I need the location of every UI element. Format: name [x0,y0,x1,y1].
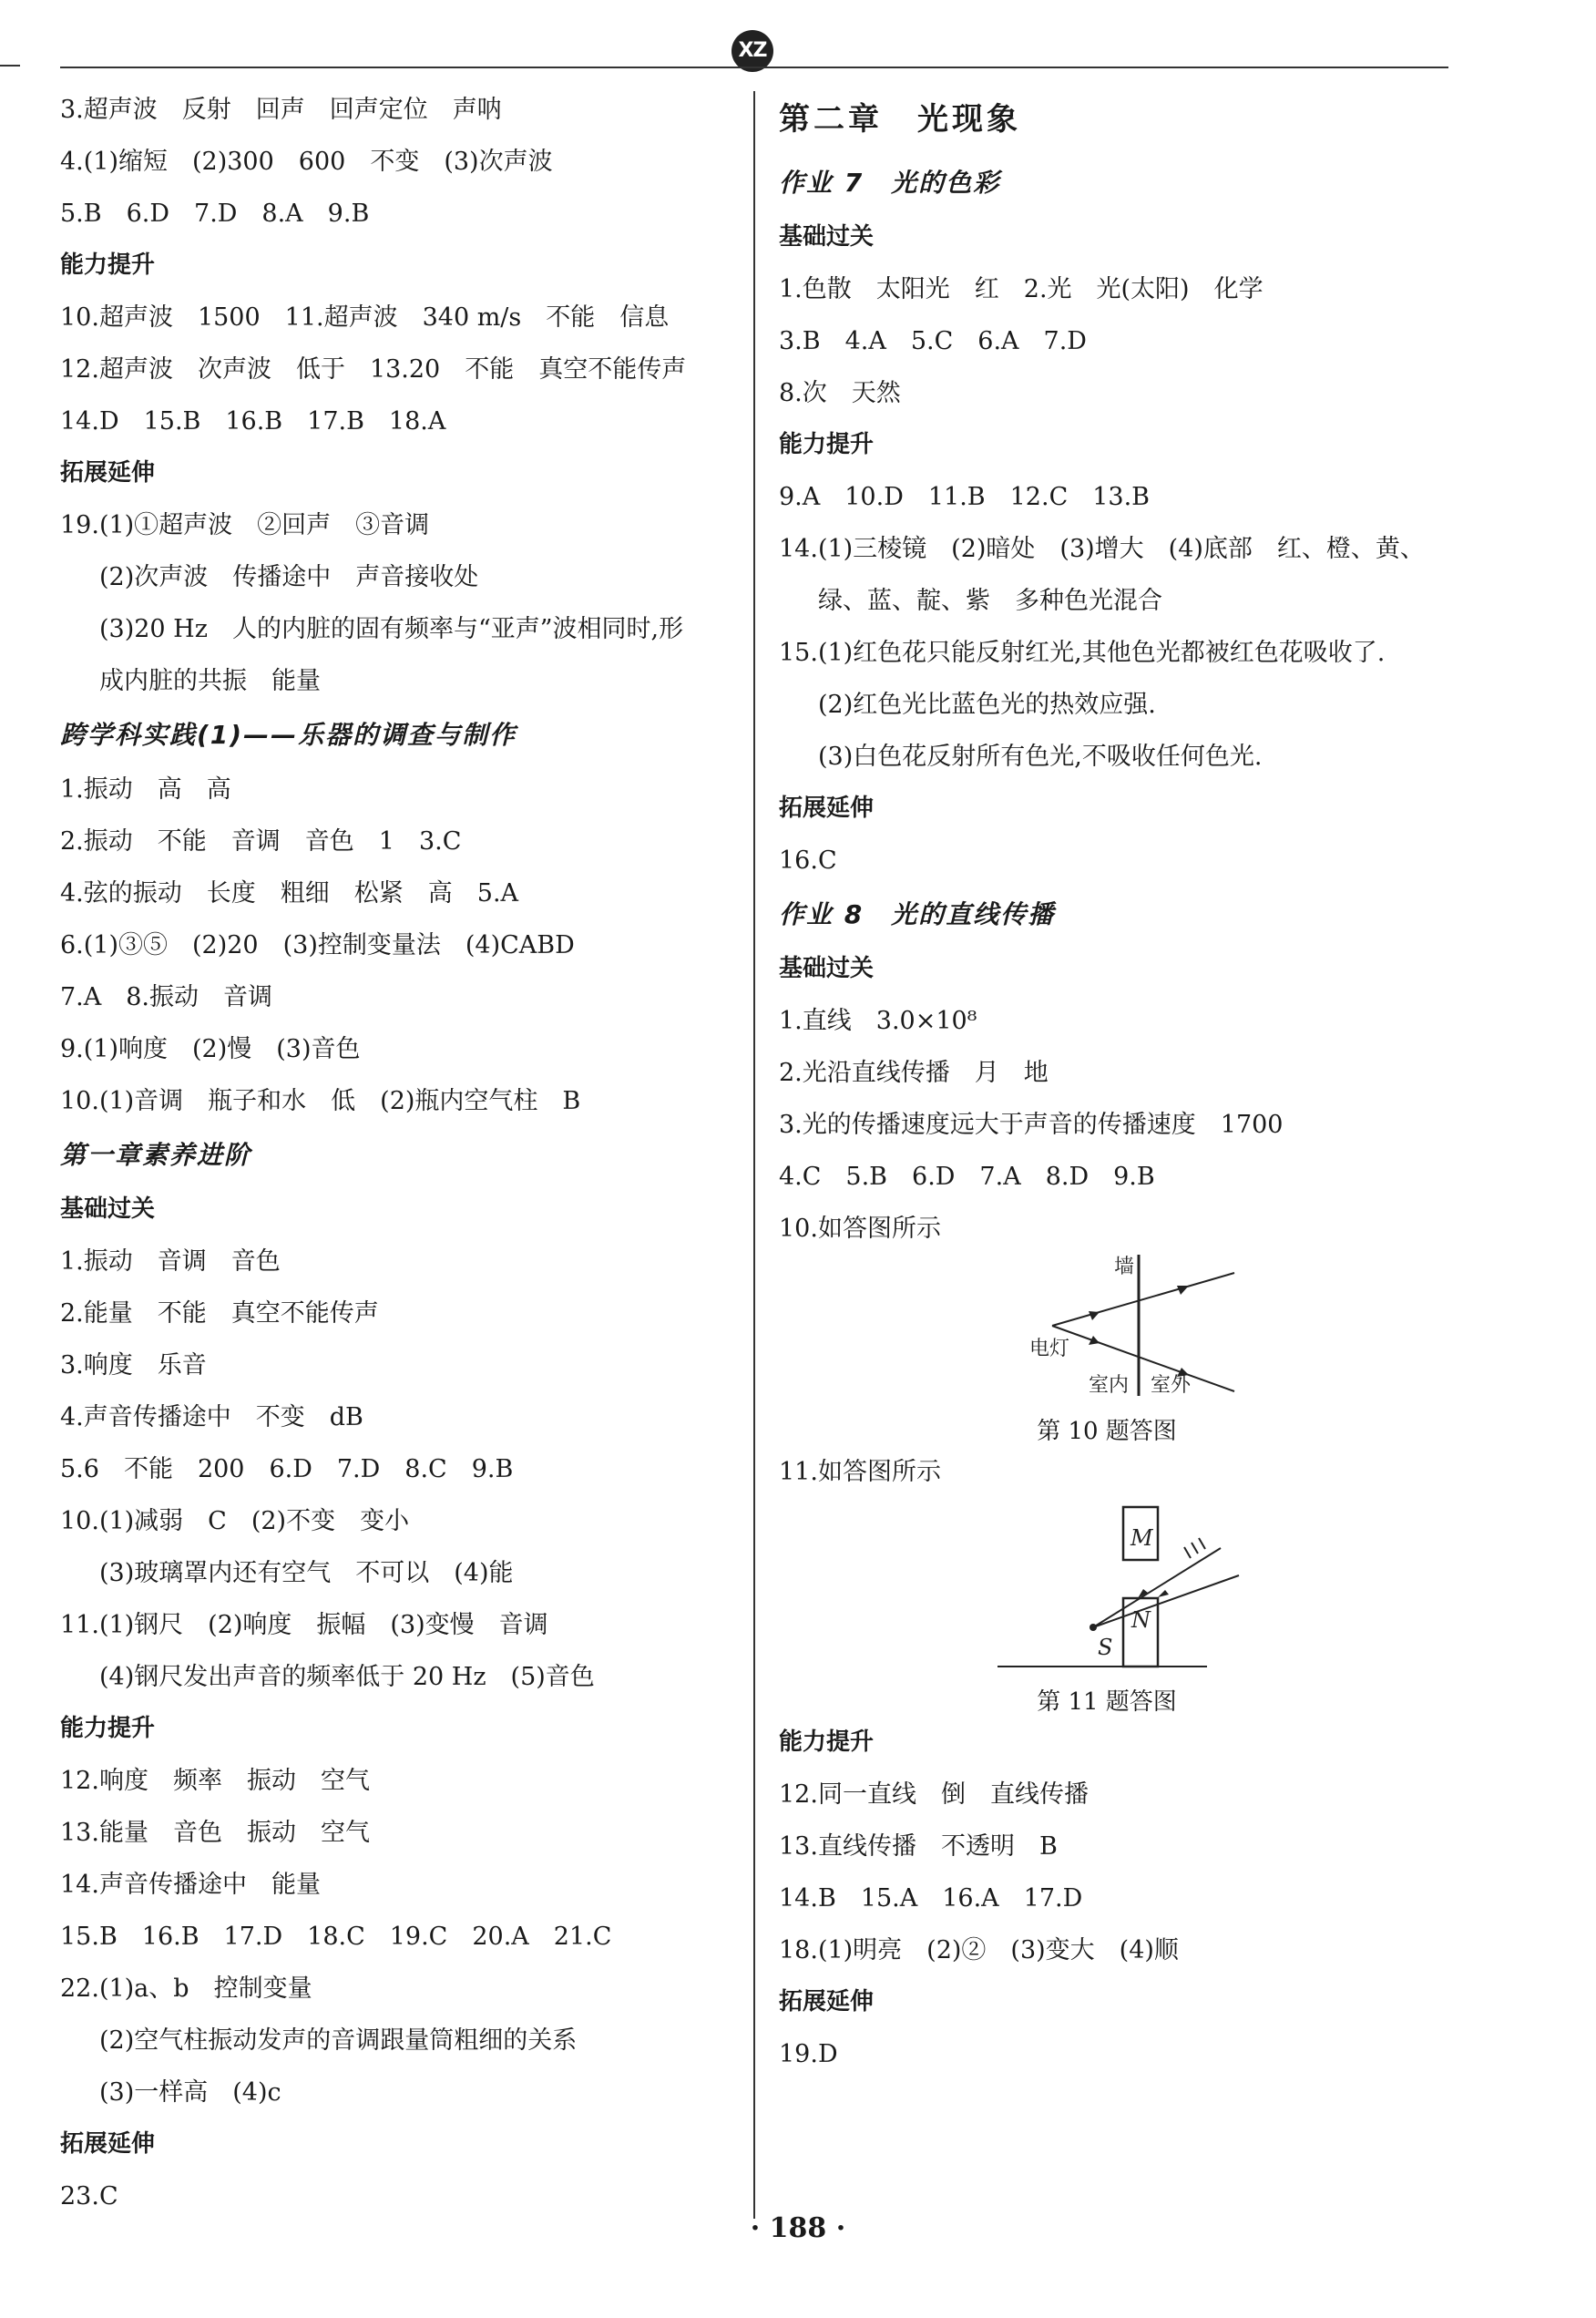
answer-line: 4.(1)缩短 (2)300 600 不变 (3)次声波 [60,148,553,176]
answer-line: 1.振动 高 高 [60,775,231,804]
n-label: N [1131,1607,1151,1633]
page-edge-mark [0,65,20,67]
answer-line: 5.6 不能 200 6.D 7.D 8.C 9.B [60,1455,514,1483]
answer-line: 23.C [60,2182,118,2210]
answer-line: 22.(1)a、b 控制变量 [60,1974,312,2003]
outdoor-label: 室外 [1151,1374,1192,1397]
assignment-heading: 跨学科实践(1)——乐器的调查与制作 [60,720,517,750]
answer-line: 3.光的传播速度远大于声音的传播速度 1700 [779,1111,1284,1139]
answer-line: 3.超声波 反射 回声 回声定位 声呐 [60,96,502,124]
answer-line: 7.A 8.振动 音调 [60,983,273,1011]
answer-line: (3)一样高 (4)c [99,2078,281,2107]
answer-line: 14.B 15.A 16.A 17.D [779,1884,1083,1913]
figure-11-diagram [779,1498,1435,1680]
answer-line: 9.(1)响度 (2)慢 (3)音色 [60,1035,361,1063]
section-heading: 基础过关 [779,955,875,982]
lamp-label: 电灯 [1029,1338,1070,1360]
section-heading: 能力提升 [779,1728,875,1756]
answer-line: (3)白色花反射所有色光,不吸收任何色光. [818,743,1263,771]
answer-line: 4.声音传播途中 不变 dB [60,1403,363,1431]
answer-line: 成内脏的共振 能量 [99,667,321,695]
section-heading: 基础过关 [779,223,875,251]
publisher-logo: XZ [732,30,773,72]
figure-10-diagram [779,1255,1435,1410]
answer-line: 10.如答图所示 [779,1215,941,1243]
answer-line: 10.(1)音调 瓶子和水 低 (2)瓶内空气柱 B [60,1087,581,1115]
answer-line: (2)次声波 传播途中 声音接收处 [99,563,479,591]
answer-line: (3)20 Hz 人的内脏的固有频率与“亚声”波相同时,形 [99,615,684,643]
section-heading: 基础过关 [60,1195,156,1223]
answer-line: 3.响度 乐音 [60,1351,207,1380]
answer-line: 1.直线 3.0×10⁸ [779,1007,977,1035]
answer-line: 13.能量 音色 振动 空气 [60,1819,370,1847]
answer-line: 11.(1)钢尺 (2)响度 振幅 (3)变慢 音调 [60,1611,548,1639]
indoor-label: 室内 [1089,1374,1130,1397]
figure-10-caption: 第 10 题答图 [1037,1418,1177,1445]
figure-11 [779,1498,1435,1717]
answer-line: 绿、蓝、靛、紫 多种色光混合 [818,587,1162,615]
answer-line: 8.次 天然 [779,379,901,407]
answer-line: 14.(1)三棱镜 (2)暗处 (3)增大 (4)底部 红、橙、黄、 [779,535,1425,563]
answer-line: 15.(1)红色花只能反射红光,其他色光都被红色花吸收了. [779,639,1386,667]
answer-line: (4)钢尺发出声音的频率低于 20 Hz (5)音色 [99,1663,595,1691]
answer-line: 2.光沿直线传播 月 地 [779,1059,1049,1087]
section-heading: 拓展延伸 [60,459,156,487]
header-rule [60,67,1448,68]
answer-line: 3.B 4.A 5.C 6.A 7.D [779,327,1087,355]
answer-line: 1.振动 音调 音色 [60,1247,281,1276]
section-heading: 拓展延伸 [779,1988,875,2015]
answer-line: 16.C [779,846,837,875]
answer-line: 9.A 10.D 11.B 12.C 13.B [779,483,1151,511]
answer-line: (2)红色光比蓝色光的热效应强. [818,691,1156,719]
wall-label: 墙 [1114,1256,1135,1278]
answer-line: 13.直线传播 不透明 B [779,1832,1058,1861]
answer-line: 12.超声波 次声波 低于 13.20 不能 真空不能传声 [60,355,687,384]
section-heading: 拓展延伸 [779,795,875,822]
answer-line: 19.(1)①超声波 ②回声 ③音调 [60,511,430,539]
answer-line: 14.D 15.B 16.B 17.B 18.A [60,407,446,436]
answer-line: 4.C 5.B 6.D 7.A 8.D 9.B [779,1163,1155,1191]
answer-line: 1.色散 太阳光 红 2.光 光(太阳) 化学 [779,275,1264,303]
answer-line: 11.如答图所示 [779,1458,941,1486]
answer-line: 6.(1)③⑤ (2)20 (3)控制变量法 (4)CABD [60,931,575,959]
answer-line: 10.(1)减弱 C (2)不变 变小 [60,1507,410,1535]
answer-line: 14.声音传播途中 能量 [60,1871,321,1899]
section-heading: 能力提升 [779,431,875,458]
answer-line: 12.同一直线 倒 直线传播 [779,1780,1089,1809]
answer-line: (3)玻璃罩内还有空气 不可以 (4)能 [99,1559,514,1587]
answer-line: 19.D [779,2040,838,2068]
s-label: S [1098,1635,1113,1660]
answer-line: 2.振动 不能 音调 音色 1 3.C [60,827,462,856]
answer-line: 4.弦的振动 长度 粗细 松紧 高 5.A [60,879,519,908]
assignment-heading: 作业 7 光的色彩 [779,168,1001,198]
chapter-title: 第二章 光现象 [779,101,1021,138]
section-heading: 能力提升 [60,251,156,279]
page-number: · 188 · [750,2212,846,2244]
assignment-heading: 第一章素养进阶 [60,1140,252,1170]
answer-line: (2)空气柱振动发声的音调跟量筒粗细的关系 [99,2026,578,2055]
right-column [779,84,1435,2080]
left-column [60,84,734,2222]
figure-11-caption: 第 11 题答图 [1037,1688,1177,1716]
answer-line: 18.(1)明亮 (2)② (3)变大 (4)顺 [779,1936,1179,1964]
assignment-heading: 作业 8 光的直线传播 [779,899,1056,929]
answer-line: 15.B 16.B 17.D 18.C 19.C 20.A 21.C [60,1923,612,1951]
answer-line: 10.超声波 1500 11.超声波 340 m/s 不能 信息 [60,303,670,332]
answer-line: 5.B 6.D 7.D 8.A 9.B [60,200,370,228]
answer-line: 2.能量 不能 真空不能传声 [60,1299,379,1328]
figure-10 [779,1255,1435,1446]
column-divider [753,91,755,2219]
m-label: M [1130,1525,1153,1551]
answer-line: 12.响度 频率 振动 空气 [60,1767,370,1795]
section-heading: 能力提升 [60,1715,156,1742]
section-heading: 拓展延伸 [60,2130,156,2158]
